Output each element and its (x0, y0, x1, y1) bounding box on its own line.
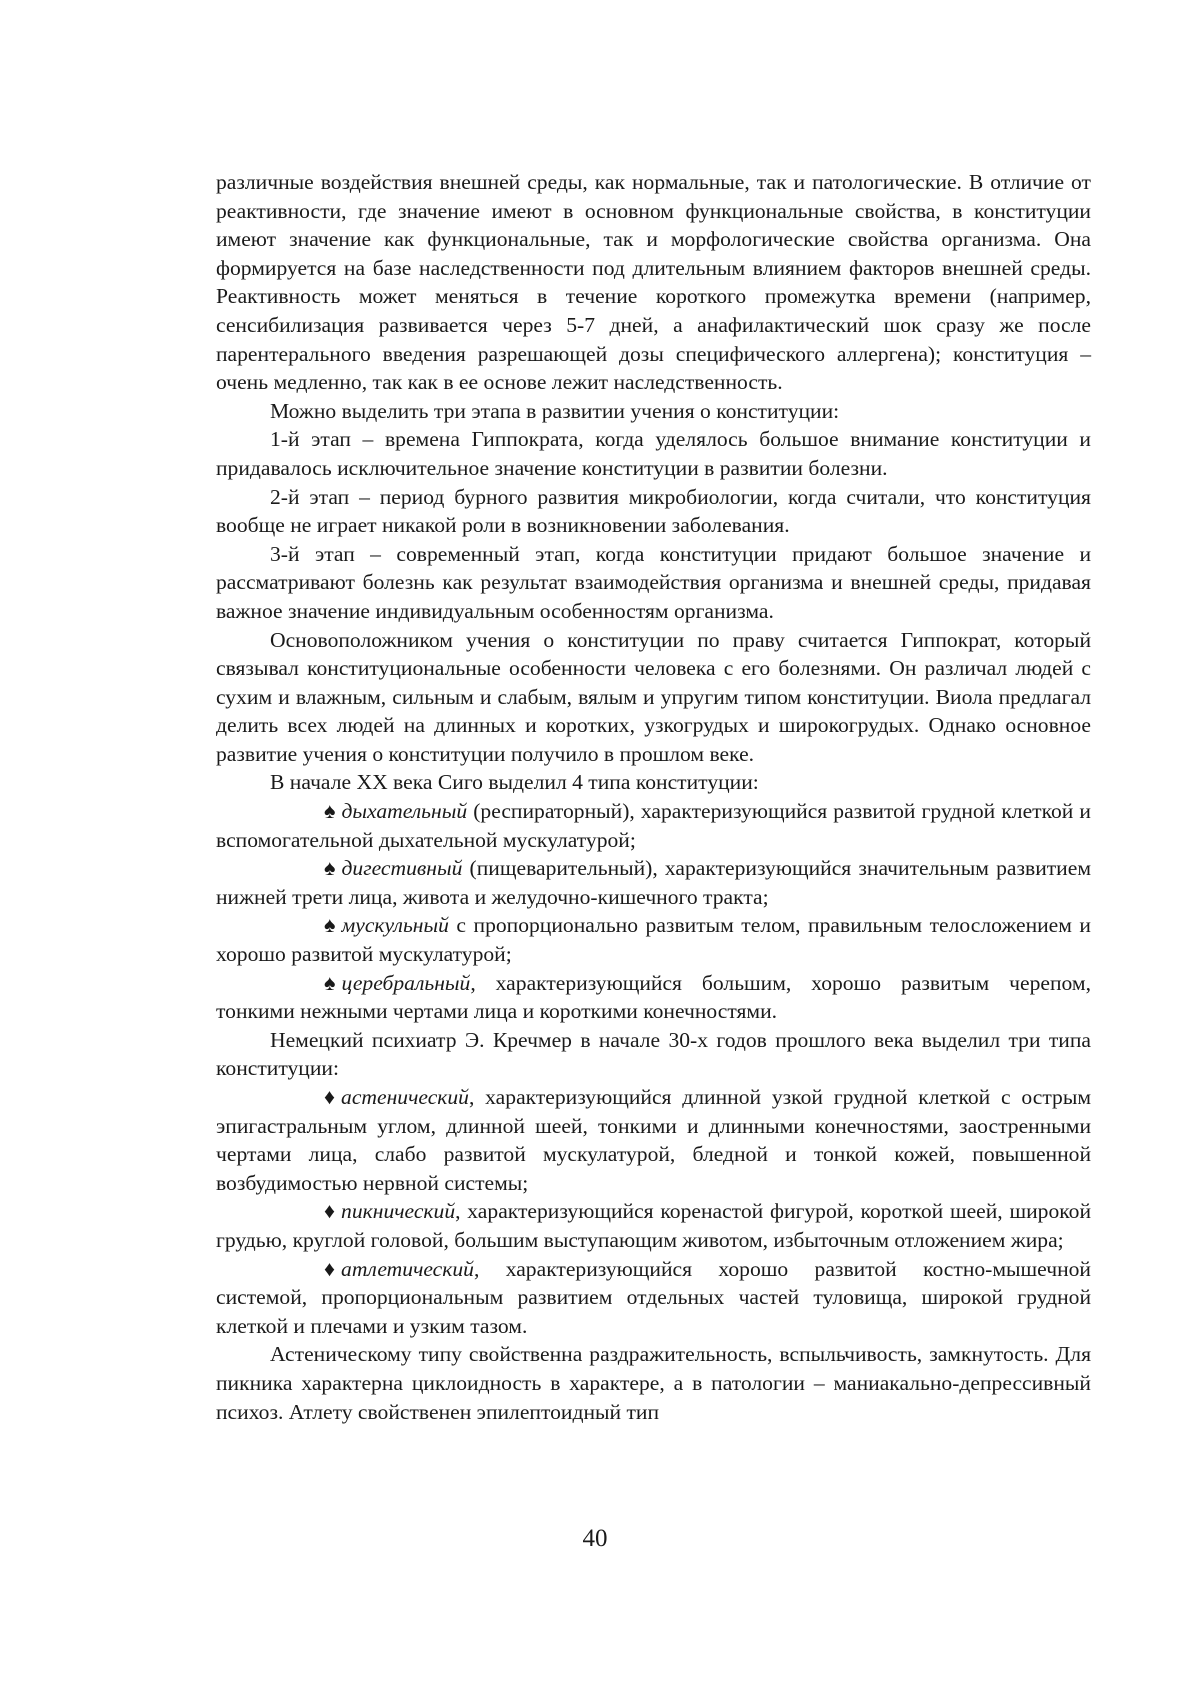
term-respiratory: дыхательный (341, 799, 468, 824)
paragraph-hippocrates: Основоположником учения о конституции по праву считается Гиппократ, который связывал конституциональные особенности человека с его болезнями. Он различал людей с сухим и влажным, сильным и слабым, вялым и упругим типом конституции. Виола предлагал делить всех людей на длинных и коротких, узкогрудых и широкогрудых. Однако основное развитие учения о конституции получило в прошлом веке. (216, 627, 1091, 766)
term-pyknic: пикнический (341, 1199, 456, 1224)
description-digestive: (пищеварительный), характеризующийся значительным развитием нижней трети лица, живота и желудочно-кишечного тракта; (216, 856, 1091, 909)
page-number: 40 (582, 1525, 608, 1552)
paragraph-stage-1: 1-й этап – времена Гиппократа, когда уделялось большое внимание конституции и придавалось исключительное значение конституции в развитии болезни. (216, 427, 1091, 480)
list-item-sigaud-digestive (216, 854, 1091, 911)
term-athletic: атлетический (341, 1256, 474, 1281)
description-athletic: , характеризующийся хорошо развитой костно-мышечной системой, пропорциональным развитием отдельных частей туловища, широкой грудной клеткой и плечами и узким тазом. (216, 1256, 1091, 1338)
paragraph-temperament: Астеническому типу свойственна раздражительность, вспыльчивость, замкнутость. Для пикника характерна циклоидность в характере, а в патологии – маниакально-депрессивный психоз. Атлету свойственен эпилептоидный тип (216, 1342, 1091, 1424)
spade-bullet-icon: ♠ (324, 799, 336, 824)
term-muscular: мускульный (341, 913, 449, 938)
paragraph-kretschmer-intro: Немецкий психиатр Э. Кречмер в начале 30-х годов прошлого века выделил три типа конституции: (216, 1027, 1091, 1081)
document-body (216, 168, 1091, 1426)
paragraph-stage-2: 2-й этап – период бурного развития микробиологии, когда считали, что конституция вообще не играет никакой роли в возникновении заболевания. (216, 484, 1091, 538)
description-respiratory: (респираторный), характеризующийся развитой грудной клеткой и вспомогательной дыхательной мускулатурой; (216, 799, 1091, 852)
list-item-kretschmer-athletic (216, 1255, 1091, 1341)
list-item-sigaud-respiratory (216, 797, 1091, 854)
paragraph-sigaud-intro: В начале XX века Сиго выделил 4 типа конституции: (270, 770, 759, 795)
paragraph-stage-3: 3-й этап – современный этап, когда конституции придают большое значение и рассматривают болезнь как результат взаимодействия организма и внешней среды, придавая важное значение индивидуальным особенностям организма. (216, 541, 1091, 623)
paragraph-constitution-intro: различные воздействия внешней среды, как нормальные, так и патологические. В отличие от реактивности, где значение имеют в основном функциональные свойства, в конституции имеют значение как функциональные, так и морфологические свойства организма. Она формируется на базе наследственности под длительным влиянием факторов внешней среды. Реактивность может меняться в течение короткого промежутка времени (например, сенсибилизация развивается через 5-7 дней, а анафилактический шок сразу же после парентерального введения разрешающей дозы специфического аллергена); конституция – очень медленно, так как в ее основе лежит наследственность. (216, 170, 1091, 395)
description-cerebral: , характеризующийся большим, хорошо развитым черепом, тонкими нежными чертами лица и короткими конечностями. (216, 970, 1091, 1024)
diamond-bullet-icon: ♦ (324, 1085, 336, 1109)
description-asthenic: , характеризующийся длинной узкой грудной клеткой с острым эпигастральным углом, длинной шеей, тонкими и длинными конечностями, заостренными чертами лица, слабо развитой мускулатурой, бледной и тонкой кожей, повышенной возбудимостью нервной системы; (216, 1085, 1091, 1195)
term-digestive: дигестивный (341, 856, 463, 881)
spade-bullet-icon: ♠ (324, 970, 336, 995)
diamond-bullet-icon: ♦ (324, 1256, 336, 1281)
spade-bullet-icon: ♠ (324, 913, 336, 938)
paragraph-stages-intro: Можно выделить три этапа в развитии учения о конституции: (270, 398, 840, 423)
term-asthenic: астенический (341, 1085, 469, 1109)
list-item-sigaud-cerebral (216, 969, 1091, 1026)
description-muscular: с пропорционально развитым телом, правильным телосложением и хорошо развитой мускулатурой; (216, 913, 1091, 967)
term-cerebral: церебральный (341, 970, 471, 995)
list-item-sigaud-muscular (216, 911, 1091, 968)
diamond-bullet-icon: ♦ (324, 1199, 336, 1224)
list-item-kretschmer-asthenic (216, 1083, 1091, 1197)
list-item-kretschmer-pyknic (216, 1197, 1091, 1254)
description-pyknic: , характеризующийся коренастой фигурой, короткой шеей, широкой грудью, круглой головой, большим выступающим животом, избыточным отложением жира; (216, 1199, 1091, 1252)
spade-bullet-icon: ♠ (324, 856, 336, 881)
